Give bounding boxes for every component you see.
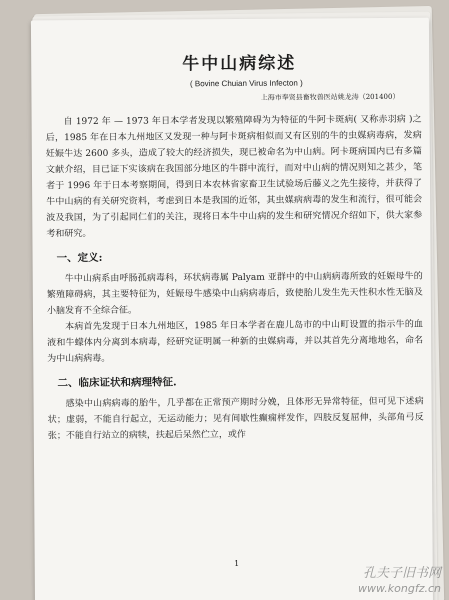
watermark-site-name: 孔夫子旧书网: [362, 566, 441, 582]
section-heading-symptoms: 二、临床证状和病理特征.: [57, 376, 177, 390]
page-number: 1: [234, 558, 240, 568]
author-affiliation: 上海市奉贤县畜牧兽医站姚龙涛（201400）: [260, 92, 400, 102]
definition-paragraph: 牛中山病系由呼肠孤病毒科，环状病毒属 Palyam 亚群中的中山病病毒所致的妊娠母牛的繁殖障碍病，其主要特征为，妊娠母牛感染中山病病毒后，致使胎儿发生先天性积水性无脑及小脑发育不全综合征。: [46, 271, 423, 317]
document-subtitle: ( Bovine Chuian Virus Infecton ): [189, 78, 303, 89]
watermark-url: www.kongfz.cn: [358, 581, 441, 595]
symptoms-paragraph: 感染中山病病毒的胎牛，几乎都在正常预产期时分娩，且体形无异常特征，但可见下述病状；虚弱，不能自行起立，无运动能力；见有间歇性癫痫样发作，四肢反复屈伸，头部角弓反张；不能自行站立的病犊，扶起后呆然伫立，或作: [47, 396, 424, 442]
section-heading-definition: 一、定义:: [56, 251, 103, 265]
document-title: 牛中山病综述: [182, 53, 297, 75]
history-paragraph: 本病首先发现于日本九州地区，1985 年日本学者在鹿儿岛市的中山町设置的指示牛的血液和牛蠓体内分离到本病毒，经研究证明属一种新的虫媒病毒，并以其首先分离地地名，命名为中山病病毒。: [47, 319, 424, 365]
site-watermark: [358, 566, 441, 595]
page-content: [45, 48, 424, 568]
document-page: [31, 18, 433, 600]
document-body: [46, 112, 424, 445]
intro-paragraph: 自 1972 年 — 1973 年日本学者发现以繁殖障碍为为特征的牛阿卡斑病( 又称赤羽病 )之后，1985 年在日本九州地区又发现一种与阿卡斑病相似而又有区别的牛的虫媒病毒病，发病妊娠牛达 2600 多头，造成了较大的经济损失，现已被命名为中山病。阿卡斑病国内已有多篇文献介绍，目已证下实该病在我国部分地区的牛群中流行，而对中山病的情况则知之甚少，笔者于 1996 年于日本考察期间，得到日本农林省家畜卫生试验场后藤义之先生接待，并获得了牛中山病的有关研究资料，考虑到日本是我国的近邻，其虫媒病病毒的发生和流行，很可能会波及我国，为了引起同仁们的关注，现将日本牛中山病的发生和研究情况介绍如下，供大家参考和研究。: [45, 114, 423, 240]
